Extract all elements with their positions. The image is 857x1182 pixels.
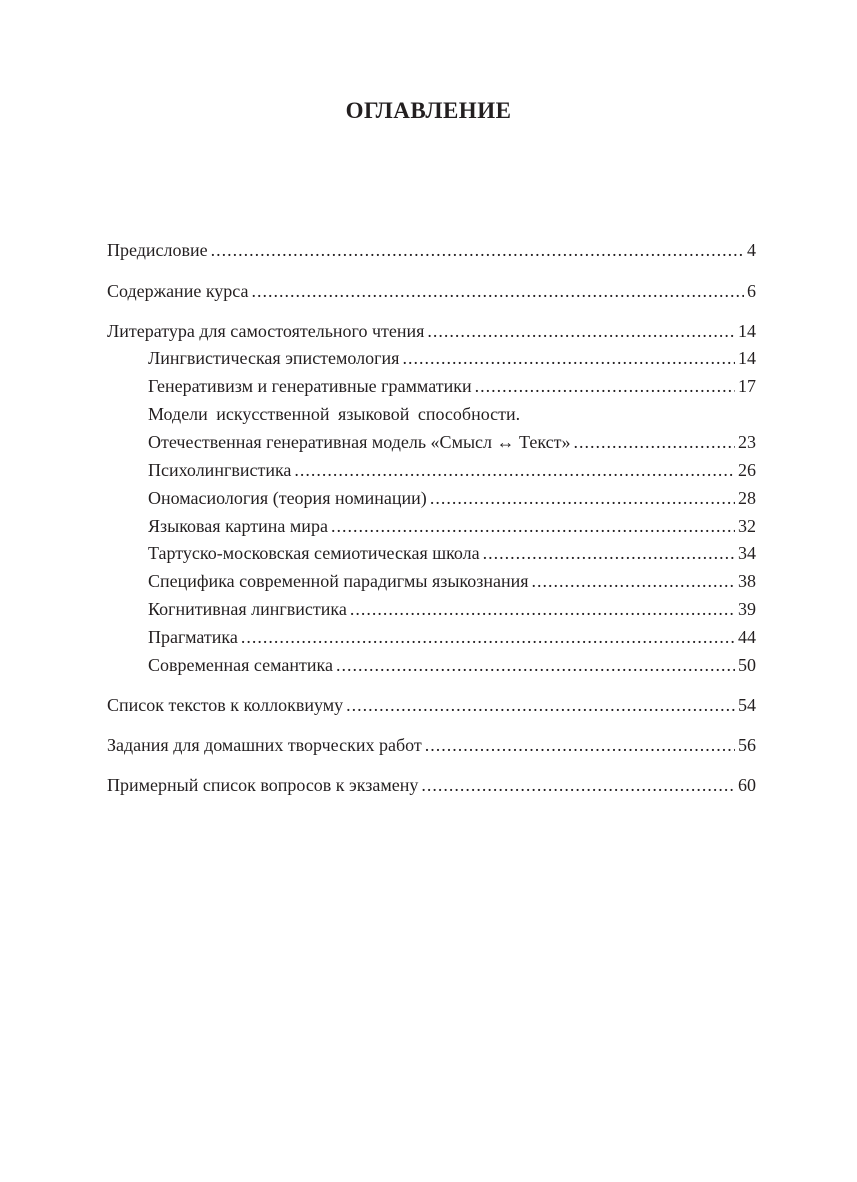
page-title: ОГЛАВЛЕНИЕ: [345, 98, 512, 123]
toc-page-number: 17: [738, 376, 756, 396]
toc-leader-dots: [241, 626, 735, 648]
toc-leader-dots: [402, 347, 735, 369]
toc-page-number: 34: [738, 543, 756, 563]
toc-page-number: 14: [738, 321, 756, 341]
toc-subentry-semantics[interactable]: [148, 654, 756, 676]
toc-entry-label: Лингвистическая эпистемология: [148, 348, 400, 368]
toc-subentry-generativism[interactable]: [148, 375, 756, 397]
toc-subentry-domestic-model[interactable]: [148, 431, 756, 453]
toc-page-number: 54: [738, 695, 756, 715]
toc-entry-colloquium[interactable]: [107, 694, 756, 716]
toc-page-number: 26: [738, 460, 756, 480]
toc-leader-dots: [425, 734, 735, 756]
toc-subentry-paradigm[interactable]: [148, 570, 756, 592]
toc-leader-dots: [294, 459, 735, 481]
toc-leader-dots: [211, 239, 744, 261]
toc-leader-dots: [346, 694, 735, 716]
toc-subentry-psycholinguistics[interactable]: [148, 459, 756, 481]
toc-entry-label: Специфика современной парадигмы языкознания: [148, 571, 529, 591]
toc-subentry-cognitive[interactable]: [148, 598, 756, 620]
toc-page-number: 32: [738, 516, 756, 536]
toc-subentry-epistemology[interactable]: [148, 347, 756, 369]
toc-entry-exam[interactable]: [107, 774, 756, 796]
toc-page-number: 39: [738, 599, 756, 619]
toc-entry-label: Примерный список вопросов к экзамену: [107, 775, 419, 795]
toc-page-number: 14: [738, 348, 756, 368]
toc-page-number: 23: [738, 432, 756, 452]
toc-entry-course-content[interactable]: [107, 280, 756, 302]
toc-leader-dots: [336, 654, 735, 676]
toc-page-number: 56: [738, 735, 756, 755]
toc-leader-dots: [532, 570, 735, 592]
toc-leader-dots: [252, 280, 744, 302]
toc-entry-preface[interactable]: [107, 239, 756, 261]
toc-entry-label: Предисловие: [107, 240, 208, 260]
toc-entry-label: Задания для домашних творческих работ: [107, 735, 422, 755]
toc-leader-dots: [430, 487, 735, 509]
toc-page-number: 50: [738, 655, 756, 675]
toc-page-number: 4: [747, 240, 756, 260]
toc-subentry-world-picture[interactable]: [148, 515, 756, 537]
toc-leader-dots: [421, 774, 735, 796]
toc-entry-homework[interactable]: [107, 734, 756, 756]
toc-entry-label: Современная семантика: [148, 655, 333, 675]
toc-entry-label: Когнитивная лингвистика: [148, 599, 347, 619]
toc-leader-dots: [331, 515, 735, 537]
toc-entry-label: Список текстов к коллоквиуму: [107, 695, 344, 715]
toc-entry-label: Ономасиология (теория номинации): [148, 488, 427, 508]
toc-page-number: 38: [738, 571, 756, 591]
toc-entry-label: Психолингвистика: [148, 460, 292, 480]
toc-entry-label: Прагматика: [148, 627, 238, 647]
toc-entry-label: Тартуско-московская семиотическая школа: [148, 543, 480, 563]
toc-entry-label: Языковая картина мира: [148, 516, 328, 536]
toc-page-number: 44: [738, 627, 756, 647]
toc-leader-dots: [350, 598, 735, 620]
toc-subentry-onomasiology[interactable]: [148, 487, 756, 509]
toc-page-number: 6: [747, 281, 756, 301]
toc-leader-dots: [483, 542, 735, 564]
toc-leader-dots: [475, 375, 735, 397]
toc-page-number: 28: [738, 488, 756, 508]
toc-entry-label: Отечественная генеративная модель «Смысл ↔ Текст»: [148, 432, 571, 452]
toc-entry-label: Содержание курса: [107, 281, 249, 301]
toc-entry-label: Литература для самостоятельного чтения: [107, 321, 425, 341]
toc-subentry-pragmatics[interactable]: [148, 626, 756, 648]
toc-entry-literature[interactable]: [107, 320, 756, 342]
toc-subentry-models-line1[interactable]: Модели искусственной языковой способности.: [148, 404, 521, 424]
toc-leader-dots: [427, 320, 735, 342]
toc-entry-label: Генеративизм и генеративные грамматики: [148, 376, 472, 396]
toc-leader-dots: [573, 431, 735, 453]
toc-page-number: 60: [738, 775, 756, 795]
toc-subentry-tartu-school[interactable]: [148, 542, 756, 564]
